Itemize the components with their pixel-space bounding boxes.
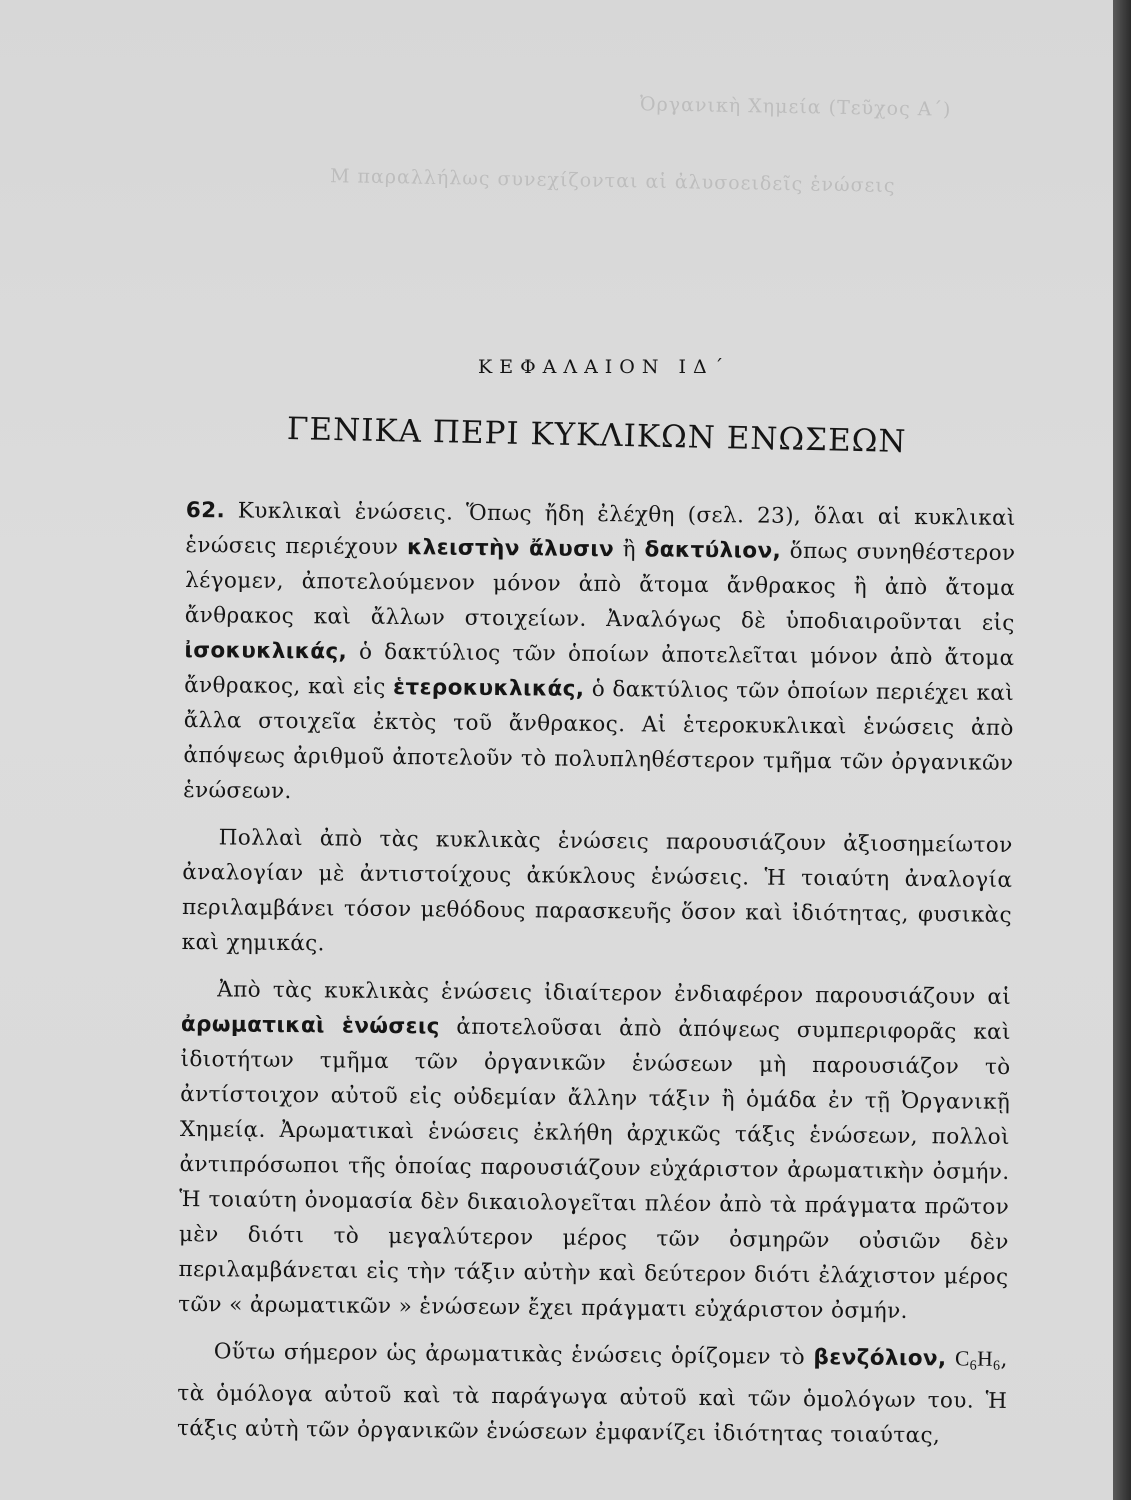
chapter-label: ΚΕΦΑΛΑΙΟΝ ΙΔ΄ bbox=[478, 356, 731, 378]
formula-h: H bbox=[977, 1346, 994, 1371]
term-bold: κλειστὴν ἄλυσιν bbox=[406, 535, 615, 563]
page-edge-shadow bbox=[1113, 0, 1131, 1500]
text-run: Ὅπως ἤδη ἐλέχθη (σελ. 23), ὅλαι αἱ κυκλικαὶ ἑνώσεις περιέχουν bbox=[185, 500, 1016, 561]
paragraph-2: Πολλαὶ ἀπὸ τὰς κυκλικὰς ἑνώσεις παρουσιάζουν ἀξιοσημείωτον ἀναλογίαν μὲ ἀντιστοίχους ἀκύκλους ἑνώσεις. Ἡ τοιαύτη ἀναλογία περιλαμβάνει τόσον μεθόδους παρασκευῆς ὅσον καὶ ἰδιότητας, φυσικὰς καὶ χημικάς. bbox=[181, 825, 1013, 957]
section-heading: Κυκλικαὶ ἑνώσεις. bbox=[237, 498, 454, 526]
bleed-through-header: Ὀργανικὴ Χημεία (Τεῦχος Α΄) bbox=[639, 93, 952, 121]
body-text bbox=[177, 493, 1016, 1466]
text-run: Ἀπὸ τὰς κυκλικὰς ἑνώσεις ἰδιαίτερον ἐνδιαφέρον παρουσιάζουν αἱ bbox=[217, 977, 1012, 1010]
term-bold: ἰσοκυκλικάς, bbox=[184, 637, 348, 665]
benzene-formula bbox=[954, 1346, 1001, 1374]
paragraph-4 bbox=[177, 1334, 1008, 1454]
term-bold: ἀρωματικαὶ ἑνώσεις bbox=[180, 1011, 441, 1040]
term-bold: δακτύλιον, bbox=[644, 537, 782, 564]
term-bold: ἑτεροκυκλικάς, bbox=[392, 674, 585, 702]
section-number: 62. bbox=[185, 497, 226, 524]
text-run: ὅπως συνηθέστερον λέγομεν, ἀποτελούμενον μόνον ἀπὸ ἄτομα ἄνθρακος ἢ ἀπὸ ἄτομα ἄνθρακος καὶ ἄλλων στοιχείων. Ἀναλόγως δὲ ὑποδιαιροῦνται εἰς bbox=[184, 538, 1016, 636]
text-run: ὁ δακτύλιος τῶν ὁποίων περιέχει καὶ ἄλλα στοιχεῖα ἐκτὸς τοῦ ἄνθρακος. Αἱ ἑτεροκυκλικαὶ ἑνώσεις ἀπὸ ἀπόψεως ἀριθμοῦ ἀποτελοῦν τὸ πολυπληθέστερον τμῆμα τῶν ὀργανικῶν ἑνώσεων. bbox=[183, 676, 1015, 805]
text-run: ἀποτελοῦσαι ἀπὸ ἀπόψεως συμπεριφορᾶς καὶ ἰδιοτήτων τμῆμα τῶν ὀργανικῶν ἑνώσεων μὴ παρουσιάζον τὸ ἀντίστοιχον αὐτοῦ εἰς οὐδεμίαν ἄλλην τάξιν ἢ ὁμάδα ἐν τῇ Ὀργανικῇ Χημείᾳ. Ἀρωματικαὶ ἑνώσεις ἐκλήθη ἀρχικῶς τάξις ἑνώσεων, πολλοὶ ἀντιπρόσωποι τῆς ὁποίας παρουσιάζουν εὐχάριστον ἀρωματικὴν ὀσμήν. Ἡ τοιαύτη ὀνομασία δὲν δικαιολογεῖται πλέον ἀπὸ τὰ πράγματα πρῶτον μὲν διότι τὸ μεγαλύτερον μέρος τῶν ὀσμηρῶν οὐσιῶν δὲν περιλαμβάνεται εἰς τὴν τάξιν αὐτὴν καὶ δεύτερον διότι ἐλάχιστον μέρος τῶν « ἀρωματικῶν » ἑνώσεων ἔχει πράγματι εὐχάριστον ὀσμήν. bbox=[178, 1014, 1011, 1324]
text-run: Οὕτω σήμερον ὡς ἀρωματικὰς ἑνώσεις ὁρίζομεν τὸ bbox=[213, 1339, 814, 1371]
chapter-title: ΓΕΝΙΚΑ ΠΕΡΙ ΚΥΚΛΙΚΩΝ ΕΝΩΣΕΩΝ bbox=[286, 411, 907, 460]
bleed-through-text: Μ παραλλήλως συνεχίζονται αἱ ἀλυσοειδεῖς ἑνώσεις bbox=[329, 165, 896, 197]
paragraph-1 bbox=[183, 493, 1016, 816]
paragraph-3 bbox=[178, 972, 1011, 1330]
text-run: ὁ δακτύλιος τῶν ὁποίων ἀποτελεῖται μόνον ἀπὸ ἄτομα ἄνθρακος, καὶ εἰς bbox=[184, 639, 1015, 700]
formula-c: C bbox=[954, 1346, 970, 1371]
text-run: , τὰ ὁμόλογα αὐτοῦ καὶ τὰ παράγωγα αὐτοῦ καὶ τῶν ὁμολόγων του. Ἡ τάξις αὐτὴ τῶν ὀργανικῶν ἑνώσεων ἐμφανίζει ἰδιότητας τοιαύτας, bbox=[176, 1346, 1008, 1449]
formula-h-subscript: 6 bbox=[992, 1358, 1001, 1374]
text-run: ἢ bbox=[614, 537, 645, 563]
term-bold: βενζόλιον, bbox=[813, 1345, 947, 1372]
formula-c-subscript: 6 bbox=[969, 1358, 978, 1374]
